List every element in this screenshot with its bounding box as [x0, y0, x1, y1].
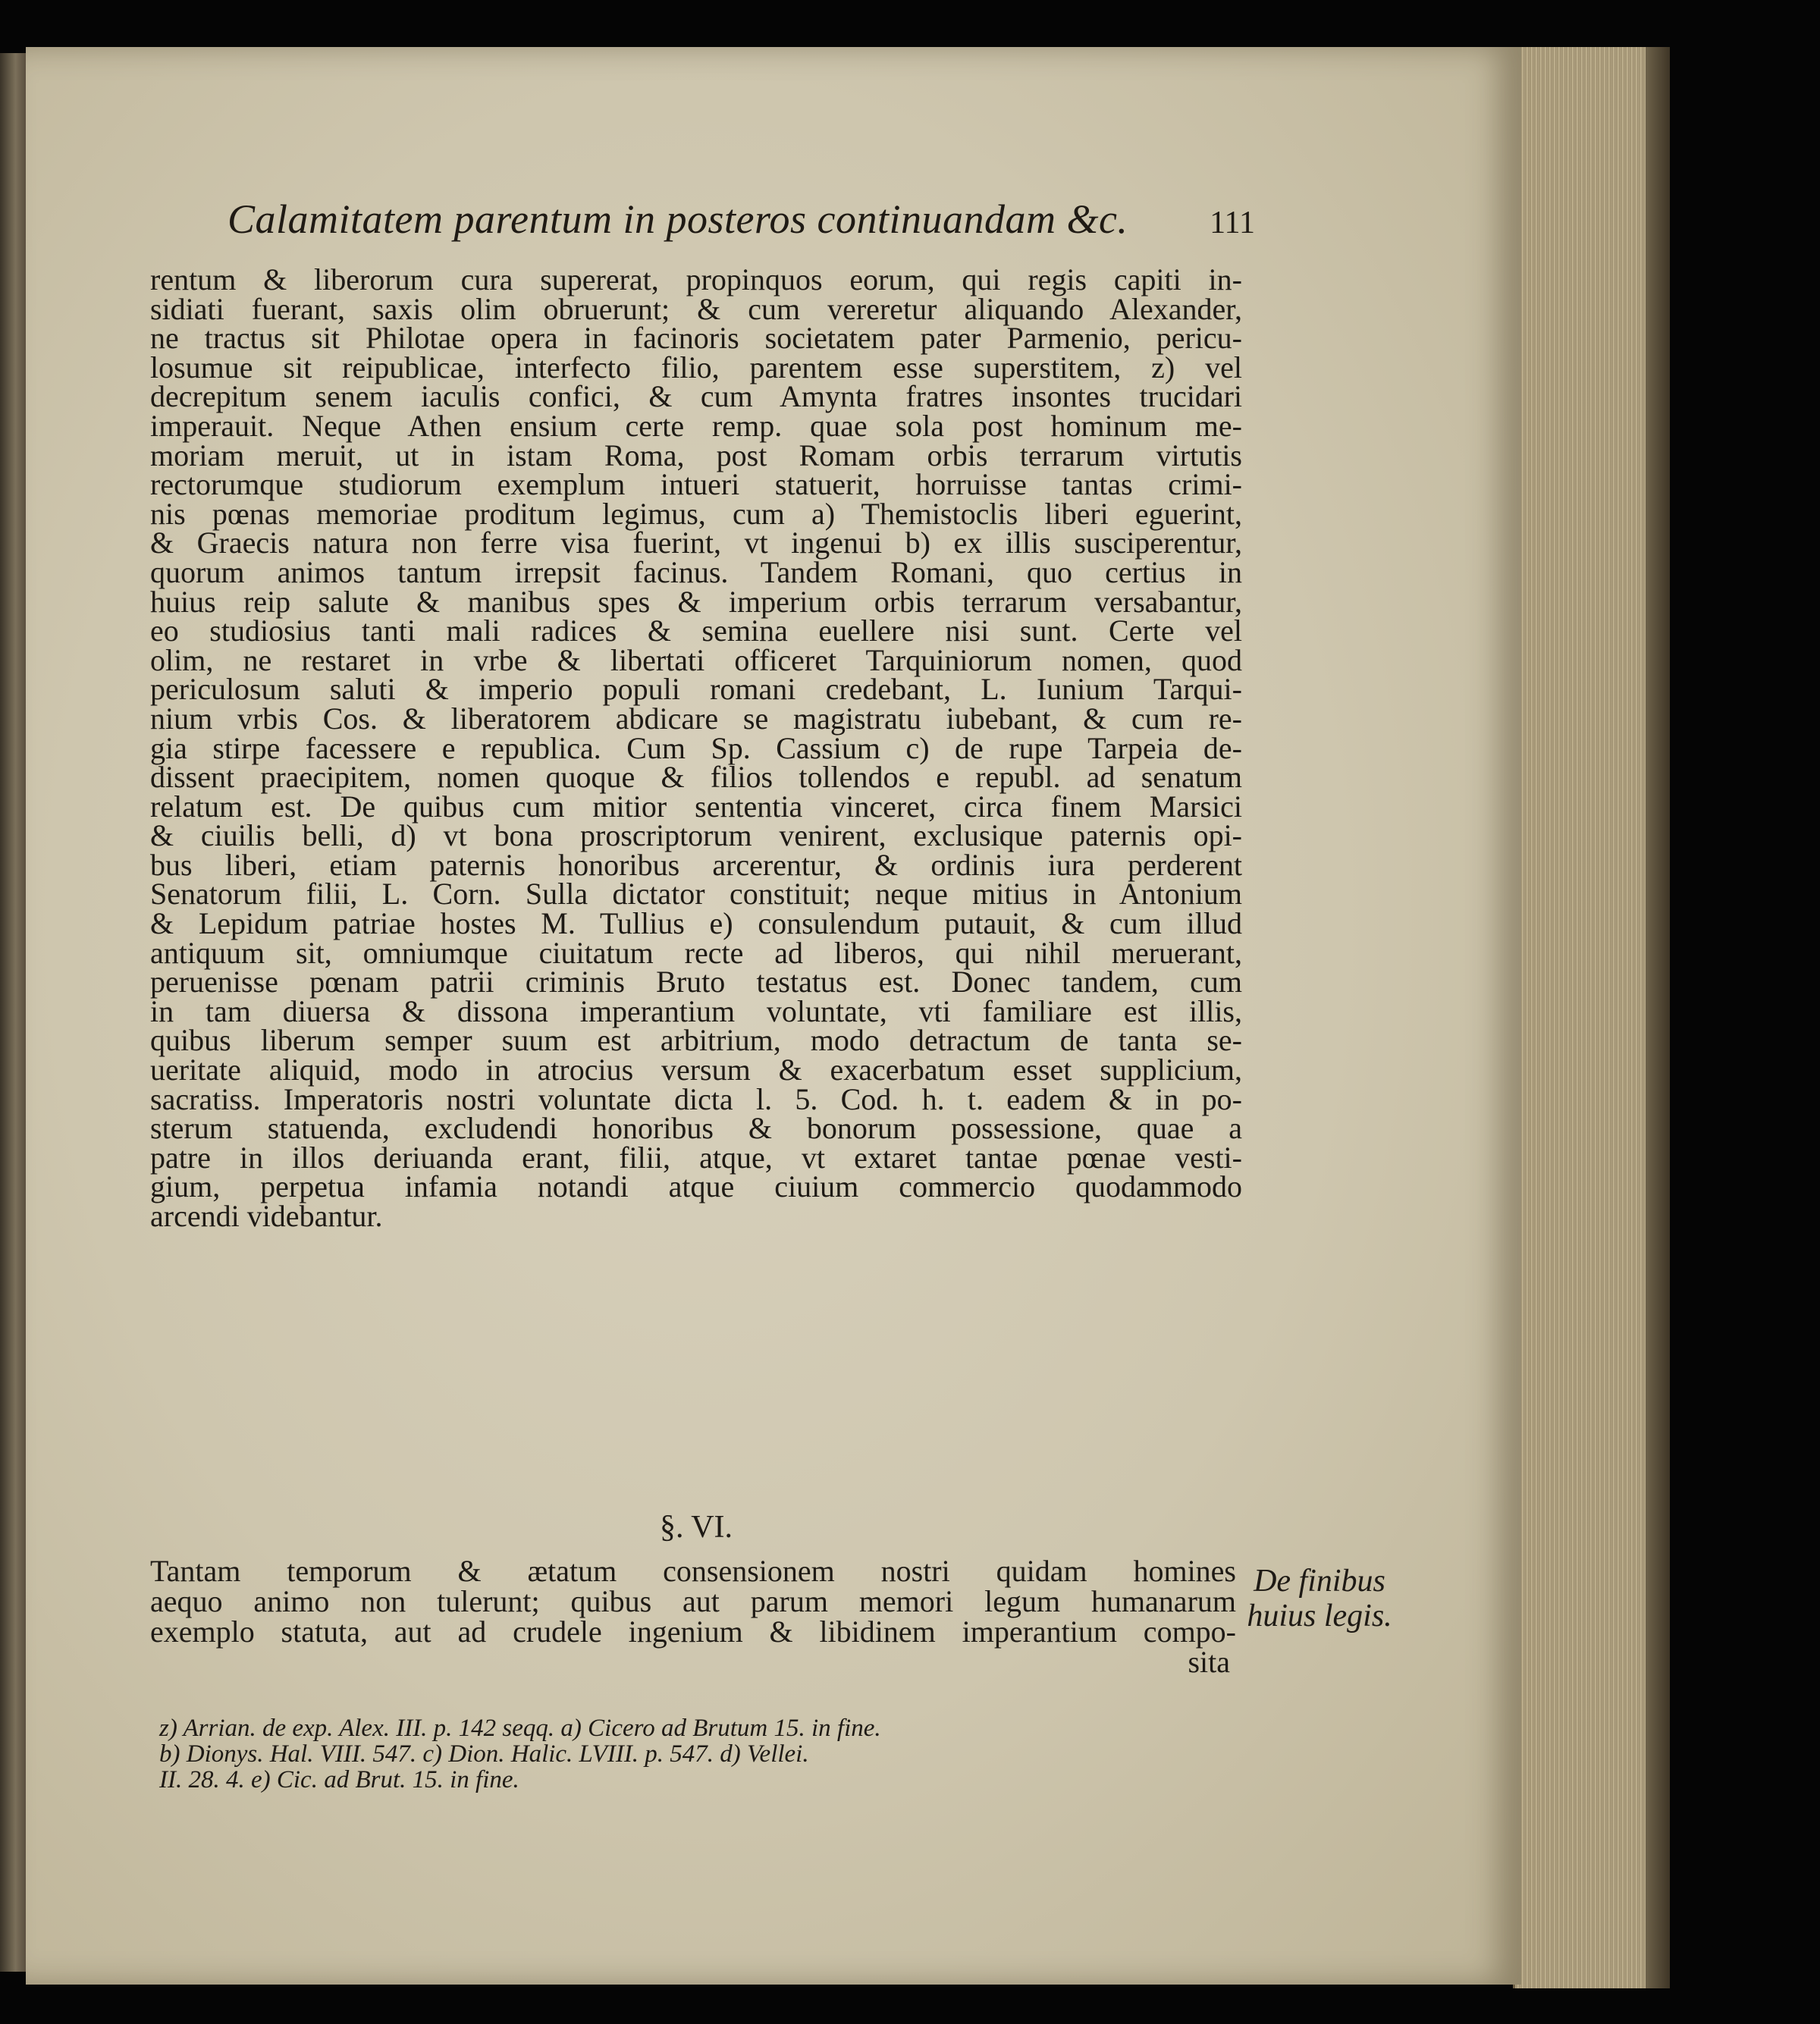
- text-line: huius reip salute & manibus spes & imperium orbis terrarum versabantur,: [150, 584, 1242, 619]
- running-head: [228, 196, 1255, 243]
- text-line: patre in illos deriuanda erant, filii, atque, vt extaret tantae pœnae vesti-: [150, 1140, 1242, 1175]
- text-line: antiquum sit, omniumque ciuitatum recte ad liberos, qui nihil meruerant,: [150, 935, 1242, 970]
- section-heading: §. VI.: [659, 1510, 733, 1545]
- text-line: losumue sit reipublicae, interfecto filio, parentem esse superstitem, z) vel: [150, 350, 1242, 384]
- text-line: relatum est. De quibus cum mitior sententia vinceret, circa finem Marsici: [150, 789, 1242, 824]
- section-text: [150, 1556, 1236, 1677]
- text-line: gia stirpe facessere e republica. Cum Sp. Cassium c) de rupe Tarpeia de-: [150, 730, 1242, 765]
- footnote-line: b) Dionys. Hal. VIII. 547. c) Dion. Halic. LVIII. p. 547. d) Vellei.: [159, 1740, 809, 1768]
- book-fore-edge: [1513, 47, 1648, 1988]
- text-line: eo studiosius tanti mali radices & semina euellere nisi sunt. Certe vel: [150, 613, 1242, 648]
- text-line: Tantam temporum & ætatum consensionem nostri quidam homines: [150, 1554, 1236, 1588]
- text-line: nium vrbis Cos. & liberatorem abdicare se magistratu iubebant, & cum re-: [150, 701, 1242, 736]
- text-line: moriam meruit, ut in istam Roma, post Romam orbis terrarum virtutis: [150, 438, 1242, 472]
- text-line: quibus liberum semper suum est arbitrium, modo detractum de tanta se-: [150, 1023, 1242, 1058]
- text-line: ne tractus sit Philotae opera in facinoris societatem pater Parmenio, pericu-: [150, 321, 1242, 356]
- text-line: sterum statuenda, excludendi honoribus & bonorum possessione, quae a: [150, 1111, 1242, 1146]
- text-line: decrepitum senem iaculis confici, & cum Amynta fratres insontes trucidari: [150, 379, 1242, 414]
- text-line: nis pœnas memoriae proditum legimus, cum a) Themistoclis liberi eguerint,: [150, 496, 1242, 531]
- text-line: dissent praecipitem, nomen quoque & filios tollendos e republ. ad senatum: [150, 760, 1242, 795]
- previous-page-edge: [0, 53, 26, 1972]
- text-line: imperauit. Neque Athen ensium certe remp. quae sola post hominum me-: [150, 408, 1242, 443]
- footnote-line: z) Arrian. de exp. Alex. III. p. 142 seqq. a) Cicero ad Brutum 15. in fine.: [159, 1715, 881, 1742]
- text-line: rectorumque studiorum exemplum intueri statuerit, horruisse tantas crimi-: [150, 467, 1242, 502]
- text-line: sacratiss. Imperatoris nostri voluntate dicta l. 5. Cod. h. t. eadem & in po-: [150, 1081, 1242, 1116]
- book-cover-edge: [1646, 47, 1670, 1988]
- text-line: ueritate aliquid, modo in atrocius versum & exacerbatum esset supplicium,: [150, 1053, 1242, 1087]
- text-line: in tam diuersa & dissona imperantium voluntate, vti familiare est illis,: [150, 993, 1242, 1028]
- catchword: sita: [1188, 1645, 1230, 1679]
- footnote-line: II. 28. 4. e) Cic. ad Brut. 15. in fine.: [159, 1766, 519, 1793]
- page-number: 111: [1210, 206, 1255, 240]
- text-line: exemplo statuta, aut ad crudele ingenium & libidinem imperantium compo-: [150, 1614, 1236, 1649]
- footnotes: [159, 1715, 1240, 1793]
- text-line: & Graecis natura non ferre visa fuerint, vt ingenui b) ex illis susciperentur,: [150, 526, 1242, 560]
- text-line: quorum animos tantum irrepsit facinus. Tandem Romani, quo certius in: [150, 554, 1242, 589]
- text-line: Senatorum filii, L. Corn. Sulla dictator constituit; neque mitius in Antonium: [150, 877, 1242, 912]
- body-text: [150, 262, 1242, 1233]
- marginal-note-line: De finibus: [1254, 1564, 1385, 1599]
- marginal-note: [1236, 1564, 1403, 1633]
- text-line: rentum & liberorum cura supererat, propinquos eorum, qui regis capiti in-: [150, 262, 1242, 297]
- text-line: arcendi videbantur.: [150, 1199, 383, 1233]
- text-line: periculosum saluti & imperio populi romani credebant, L. Iunium Tarqui-: [150, 672, 1242, 707]
- text-line: olim, ne restaret in vrbe & libertati officeret Tarquiniorum nomen, quod: [150, 642, 1242, 677]
- marginal-note-line: huius legis.: [1247, 1599, 1392, 1633]
- text-line: peruenisse pœnam patrii criminis Bruto testatus est. Donec tandem, cum: [150, 965, 1242, 999]
- text-line: aequo animo non tulerunt; quibus aut parum memori legum humanarum: [150, 1584, 1236, 1618]
- running-head-title: Calamitatem parentum in posteros continuandam &c.: [228, 196, 1128, 242]
- text-line: sidiati fuerant, saxis olim obruerunt; & cum vereretur aliquando Alexander,: [150, 291, 1242, 326]
- text-line: & Lepidum patriae hostes M. Tullius e) consulendum putauit, & cum illud: [150, 906, 1242, 941]
- text-line: bus liberi, etiam paternis honoribus arcerentur, & ordinis iura perderent: [150, 847, 1242, 882]
- text-line: & ciuilis belli, d) vt bona proscriptorum venirent, exclusique paternis opi-: [150, 818, 1242, 853]
- text-line: gium, perpetua infamia notandi atque ciuium commercio quodammodo: [150, 1169, 1242, 1204]
